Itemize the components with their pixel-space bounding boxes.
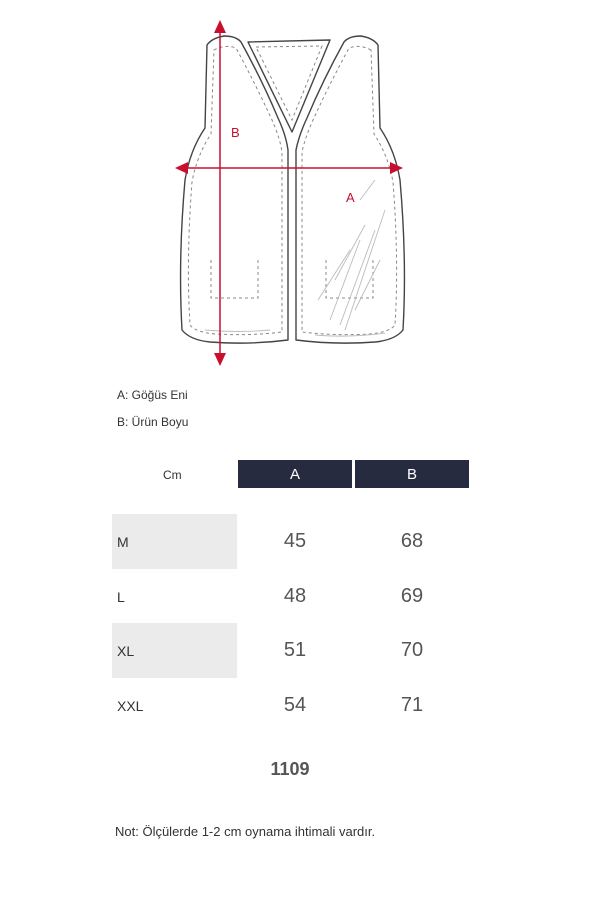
measurement-note: Not: Ölçülerde 1-2 cm oynama ihtimali vardır. <box>115 824 376 839</box>
left-pocket <box>211 260 258 298</box>
table-row <box>112 678 472 733</box>
measurement-arrows <box>175 20 403 366</box>
value-a: 51 <box>283 639 307 661</box>
value-a: 45 <box>283 530 307 552</box>
right-pocket <box>326 260 373 298</box>
vest-measurement-diagram <box>0 0 613 370</box>
column-header-a: A <box>238 460 352 488</box>
value-a: 54 <box>283 694 307 716</box>
table-row <box>112 569 472 624</box>
column-header-b: B <box>355 460 469 488</box>
size-label: XXL <box>117 697 144 714</box>
size-label: XL <box>112 623 237 678</box>
arrow-a-left-head <box>175 162 188 174</box>
table-row <box>112 623 472 678</box>
table-row <box>112 514 472 569</box>
value-a: 48 <box>283 585 307 607</box>
table-unit-label: Cm <box>163 468 182 482</box>
value-b: 70 <box>400 639 424 661</box>
diagram-label-a: A <box>346 190 355 205</box>
legend-chest-width: A: Göğüs Eni <box>117 388 188 402</box>
size-label: M <box>112 514 237 569</box>
legend-product-length: B: Ürün Boyu <box>117 415 189 429</box>
arrow-b-bottom-head <box>214 353 226 366</box>
value-b: 69 <box>400 585 424 607</box>
vest-collar <box>248 40 330 132</box>
value-b: 71 <box>400 694 424 716</box>
vest-left-panel <box>181 36 288 343</box>
diagram-label-b: B <box>231 125 240 140</box>
arrow-b-top-head <box>214 20 226 33</box>
value-b: 68 <box>400 530 424 552</box>
product-code: 1109 <box>270 759 310 779</box>
size-label: L <box>117 588 125 605</box>
